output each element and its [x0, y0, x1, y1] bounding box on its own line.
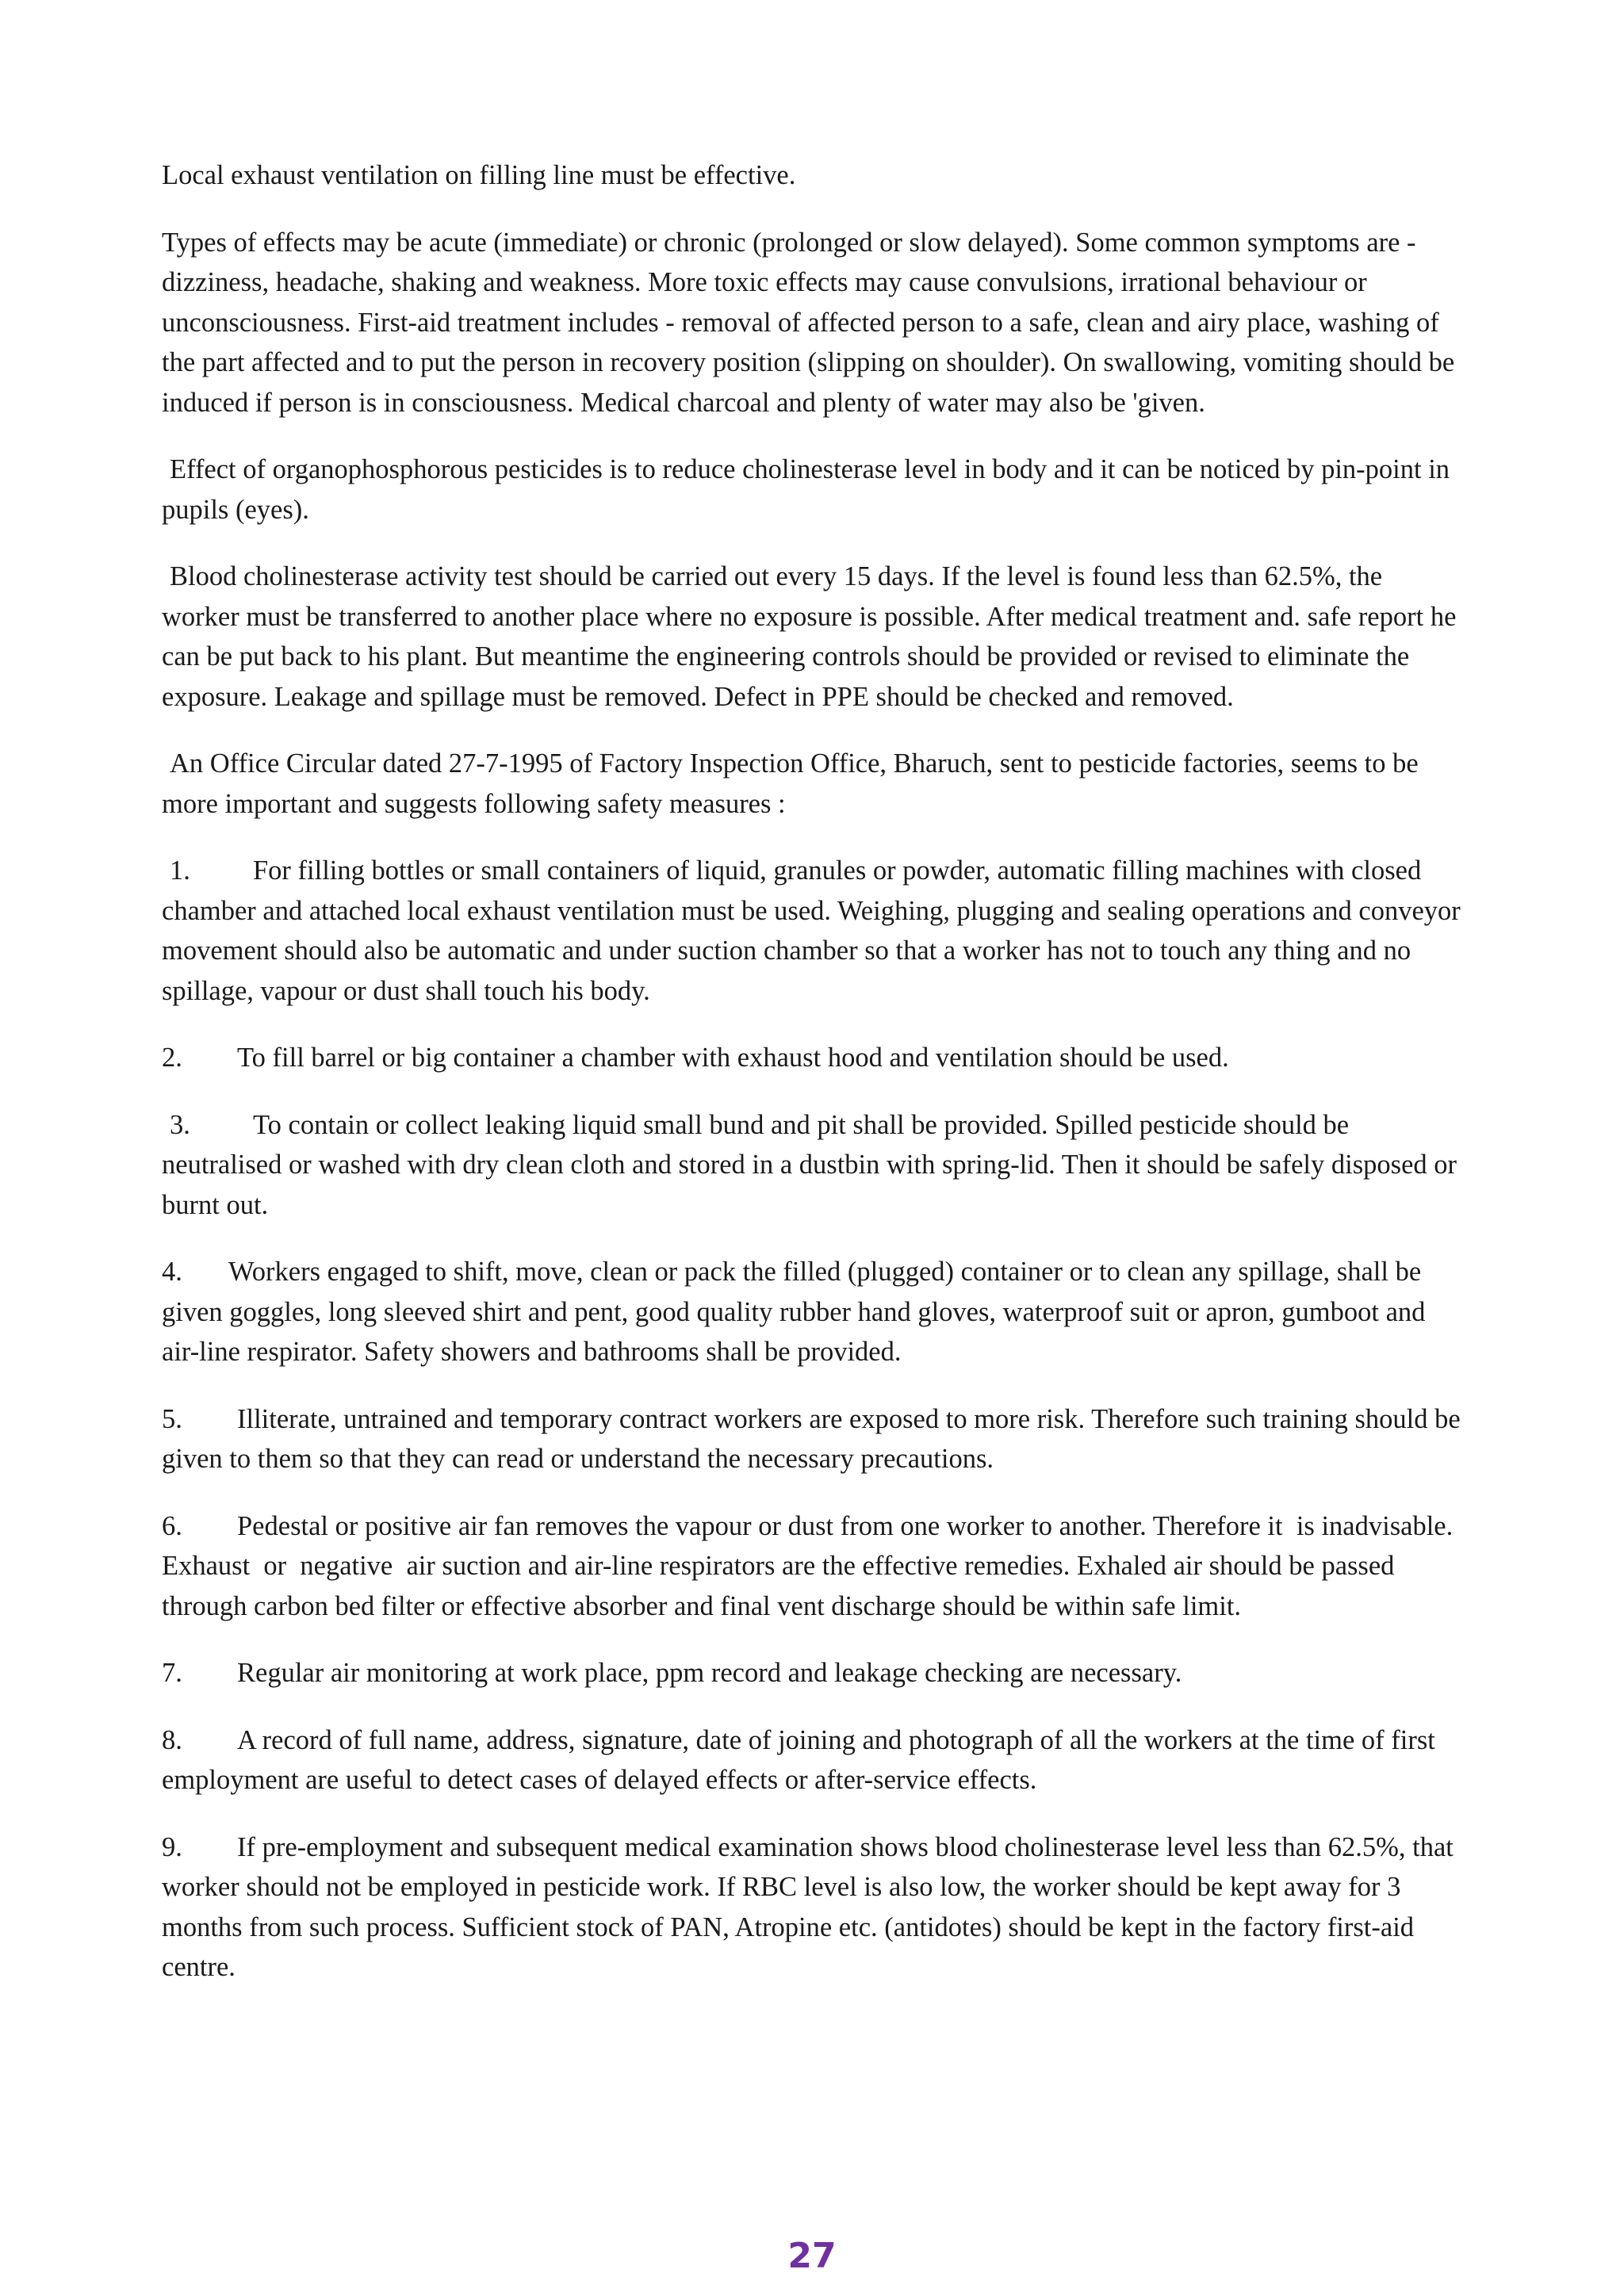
- list-item: [162, 851, 1462, 1011]
- list-item-number: 3.: [170, 1109, 190, 1140]
- page-number: 27: [787, 2236, 837, 2276]
- list-item-text: To fill barrel or big container a chamber with exhaust hood and ventilation should be used.: [237, 1043, 1229, 1073]
- list-item-text: A record of full name, address, signature, date of joining and photograph of all the workers at the time of first employment are useful to detect cases of delayed effects or after-service effects.: [162, 1724, 1435, 1795]
- list-item-number: 4.: [162, 1257, 182, 1287]
- list-item-text: To contain or collect leaking liquid small bund and pit shall be provided. Spilled pesticide should be neutralised or washed with dry clean cloth and stored in a dustbin with spring-lid. Then it should be safely disposed or burnt out.: [162, 1109, 1457, 1220]
- list-item-text: Regular air monitoring at work place, ppm record and leakage checking are necessary.: [237, 1658, 1182, 1688]
- paragraph-ventilation: Local exhaust ventilation on filling line must be effective.: [162, 160, 796, 190]
- list-item: [162, 1105, 1462, 1226]
- body-text: [162, 155, 1467, 2015]
- list-item: [162, 1252, 1462, 1372]
- list-item-number: 6.: [162, 1510, 182, 1541]
- list-item: [162, 1720, 1462, 1800]
- list-item-text: Pedestal or positive air fan removes the vapour or dust from one worker to another. Therefore it is inadvisable. Exhaust or negative air suction and air-line respirators are the effective remedies. Exhaled air should be passed through carbon bed filter or effective absorber and final vent discharge should be within safe limit.: [162, 1510, 1467, 1621]
- paragraph-organophosphorous: Effect of organophosphorous pesticides is to reduce cholinesterase level in body and it can be noticed by pin-point in pupils (eyes).: [162, 454, 1450, 525]
- paragraph-cholinesterase-test: Blood cholinesterase activity test should be carried out every 15 days. If the level is found less than 62.5%, the worker must be transferred to another place where no exposure is possible. After medical treatment and. safe report he can be put back to his plant. But meantime the engineering controls should be provided or revised to eliminate the exposure. Leakage and spillage must be removed. Defect in PPE should be checked and removed.: [162, 561, 1457, 712]
- list-item: [162, 1038, 1462, 1078]
- list-item-text: If pre-employment and subsequent medical examination shows blood cholinesterase level less than 62.5%, that worker should not be employed in pesticide work. If RBC level is also low, the worker should be kept away for 3 months from such process. Sufficient stock of PAN, Atropine etc. (antidotes) should be kept in the factory first-aid centre.: [162, 1831, 1454, 1982]
- list-item-text: For filling bottles or small containers of liquid, granules or powder, automatic filling machines with closed chamber and attached local exhaust ventilation must be used. Weighing, plugging and sealing operations and conveyor movement should also be automatic and under suction chamber so that a worker has not to touch any thing and no spillage, vapour or dust shall touch his body.: [162, 855, 1461, 1006]
- list-item-number: 2.: [162, 1043, 182, 1073]
- list-item-number: 8.: [162, 1724, 182, 1755]
- list-item-text: Workers engaged to shift, move, clean or pack the filled (plugged) container or to clean any spillage, shall be given goggles, long sleeved shirt and pent, good quality rubber hand gloves, waterproof suit or apron, gumboot and air-line respirator. Safety showers and bathrooms shall be provided.: [162, 1257, 1426, 1367]
- list-item-number: 1.: [170, 855, 190, 886]
- list-item-text: Illiterate, untrained and temporary contract workers are exposed to more risk. Therefore such training should be given to them so that they can read or understand the necessary precautions.: [162, 1403, 1461, 1474]
- list-item: [162, 1399, 1462, 1479]
- list-item-number: 5.: [162, 1403, 182, 1434]
- paragraph-effects: Types of effects may be acute (immediate) or chronic (prolonged or slow delayed). Some common symptoms are - dizziness, headache, shaking and weakness. More toxic effects may cause convulsions, irrational behaviour or unconsciousness. First-aid treatment includes - removal of affected person to a safe, clean and airy place, washing of the part affected and to put the person in recovery position (slipping on shoulder). On swallowing, vomiting should be induced if person is in consciousness. Medical charcoal and plenty of water may also be 'given.: [162, 227, 1455, 418]
- paragraph-office-circular: An Office Circular dated 27-7-1995 of Factory Inspection Office, Bharuch, sent to pesticide factories, seems to be more important and suggests following safety measures :: [162, 748, 1419, 819]
- list-item-number: 9.: [162, 1831, 182, 1862]
- list-item: [162, 1506, 1467, 1627]
- list-item: [162, 1653, 1462, 1693]
- list-item: [162, 1827, 1462, 1988]
- list-item-number: 7.: [162, 1658, 182, 1688]
